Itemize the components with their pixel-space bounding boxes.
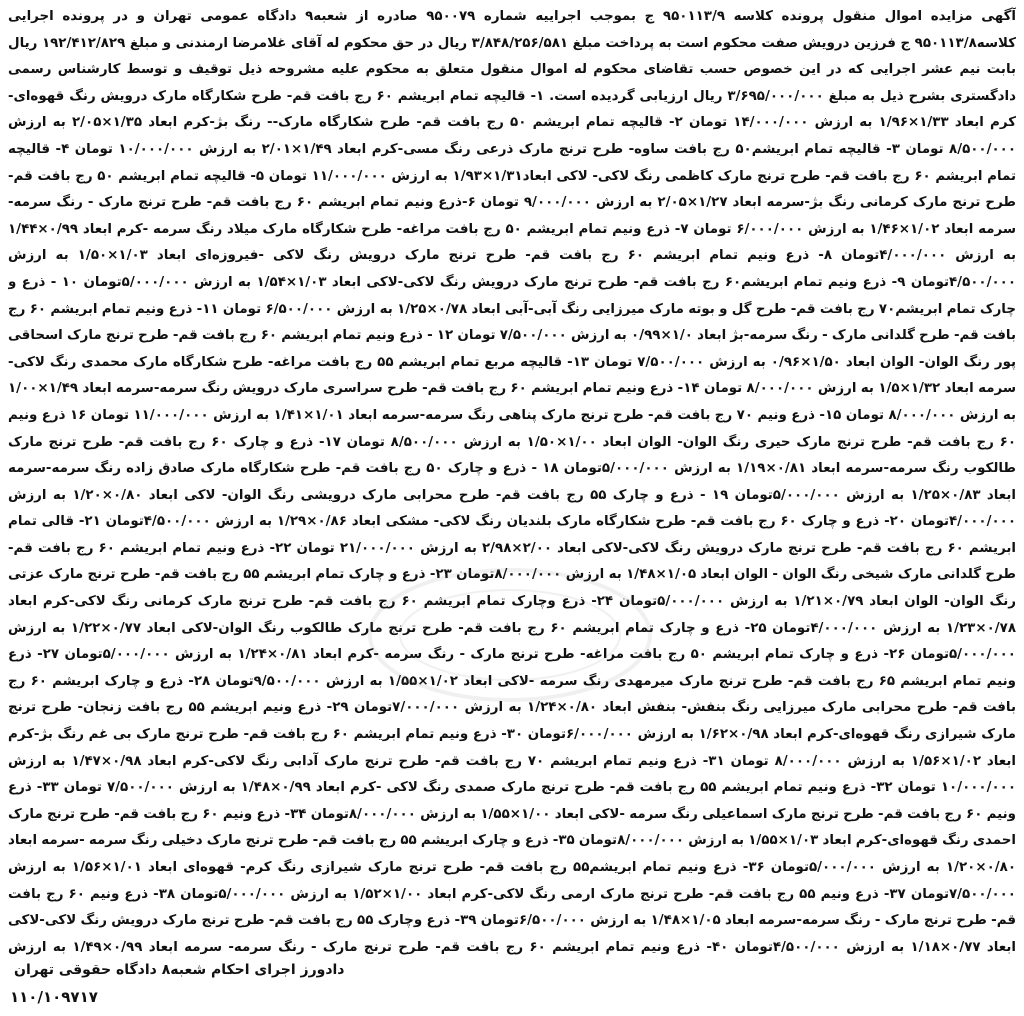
auction-notice-text: آگهی مزایده اموال منقول پرونده کلاسه ۹۵۰۱۱۳/۹ ج بموجب اجراییه شماره ۹۵۰۰۷۹ صادره از شعبه۹ دادگاه عمومی تهران و در پرونده اجرایی کلاسه۹۵۰۱۱۳/۸ ج فرزین درویش صفت محکوم است به پرداخت مبلغ ۳/۸۴۸/۲۵۶/۵۸۱ ریال در حق محکوم له آقای غلامرضا ارمندنی و مبلغ ۱۹۲/۴۱۲/۸۲۹ ریال بابت نیم عشر اجرایی که در این خصوص حسب تقاضای محکوم له اموال منقول متعلق به محکوم علیه مشروحه ذیل توقیف و توسط کارشناس رسمی دادگستری بشرح ذیل به مبلغ ۳/۶۹۵/۰۰۰/۰۰۰ ریال ارزیابی گردیده است. ۱- قالیچه تمام ابریشم ۶۰ رج بافت قم- طرح شکارگاه مارک درویش رنگ قهوه‌ای-کرم ابعاد ۱/۳۳×۱/۹۶ به ارزش ۱۴/۰۰۰/۰۰۰ تومان ۲- قالیچه تمام ابریشم ۵۰ رج بافت قم- طرح شکارگاه مارک-- رنگ بژ-کرم ابعاد ۱/۳۵×۲/۰۵ به ارزش ۸/۵۰۰/۰۰۰ تومان ۳- قالیچه تمام ابریشم۵۰ رج بافت ساوه- طرح ترنج مارک ذرعی رنگ مسی-کرم ابعاد ۱/۴۹×۲/۰۱ به ارزش ۱۰/۰۰۰/۰۰۰ تومان ۴- قالیچه تمام ابریشم ۶۰ رج بافت قم- طرح ترنج مارک کاظمی رنگ لاکی- لاکی ابعاد۱/۳۱×۱/۹۳ به ارزش ۱۱/۰۰۰/۰۰۰ تومان ۵- قالیچه تمام ابریشم ۵۰ رج بافت قم- طرح ترنج مارک کرمانی رنگ بژ-سرمه ابعاد ۱/۲۷×۲/۰۵ به ارزش ۹/۰۰۰/۰۰۰ تومان ۶-ذرع ونیم تمام ابریشم ۶۰ رج بافت قم- طرح ترنج مارک - رنگ سرمه-سرمه ابعاد ۱/۰۲×۱/۴۶ به ارزش ۶/۰۰۰/۰۰۰ تومان ۷- ذرع ونیم تمام ابریشم ۵۰ رج بافت مراغه- طرح شکارگاه مارک میلاد رنگ سرمه -کرم ابعاد ۰/۹۹×۱/۴۴ به ارزش ۴/۰۰۰/۰۰۰تومان ۸- ذرع ونیم تمام ابریشم ۶۰ رج بافت قم- طرح ترنج مارک درویش رنگ لاکی -فیروزه‌ای ابعاد ۱/۰۳×۱/۵۰ به ارزش ۴/۵۰۰/۰۰۰تومان ۹- ذرع ونیم تمام ابریشم۶۰ رج بافت قم- طرح ترنج مارک درویش رنگ لاکی-لاکی ابعاد ۱/۰۳×۱/۵۴ به ارزش ۵/۰۰۰/۰۰۰تومان ۱۰ - ذرع و چارک تمام ابریشم۷۰ رج بافت قم- طرح گل و بوته مارک میرزایی رنگ آبی-آبی ابعاد ۰/۷۸×۱/۲۵ به ارزش ۶/۵۰۰/۰۰۰ تومان ۱۱- ذرع ونیم تمام ابریشم ۶۰ رج بافت قم- طرح گلدانی مارک - رنگ سرمه-بژ ابعاد ۱/۰×۰/۹۹ به ارزش ۷/۵۰۰/۰۰۰ تومان ۱۲ - ذرع ونیم تمام ابریشم ۶۰ رج بافت قم- طرح ترنج مارک اسحاقی پور رنگ الوان- الوان ابعاد ۱/۵۰×۰/۹۶ به ارزش ۷/۵۰۰/۰۰۰ تومان ۱۳- قالیچه مربع تمام ابریشم ۵۵ رج بافت مراغه- طرح شکارگاه مارک محمدی رنگ لاکی- سرمه ابعاد ۱/۳۲×۱/۵ به ارزش ۸/۰۰۰/۰۰۰ تومان ۱۴- ذرع ونیم تمام ابریشم ۶۰ رج بافت قم- طرح سراسری مارک درویش رنگ سرمه-سرمه ابعاد ۱/۴۹×۱/۰۰ به ارزش ۸/۰۰۰/۰۰۰ تومان ۱۵- ذرع ونیم ۷۰ رج بافت قم- طرح ترنج مارک پناهی رنگ سرمه-سرمه ابعاد ۱/۰۱×۱/۴۱ به ارزش ۱۱/۰۰۰/۰۰۰ تومان ۱۶ ذرع ونیم ۶۰ رج بافت قم- طرح ترنج مارک حیری رنگ الوان- الوان ابعاد ۱/۰۰×۱/۵۰ به ارزش ۸/۵۰۰/۰۰۰ تومان ۱۷- ذرع و چارک ۶۰ رج بافت قم- طرح ترنج مارک طالکوب رنگ سرمه-سرمه ابعاد ۰/۸۱×۱/۱۹ به ارزش ۵/۰۰۰/۰۰۰تومان ۱۸ - ذرع و چارک ۵۰ رج بافت قم- طرح شکارگاه مارک صادق زاده رنگ سرمه-سرمه ابعاد ۰/۸۳×۱/۲۵ به ارزش ۵/۰۰۰/۰۰۰تومان ۱۹ - ذرع و چارک ۵۵ رج بافت قم- طرح محرابی مارک درویشی رنگ الوان- لاکی ابعاد ۰/۸۰×۱/۲۰ به ارزش ۴/۰۰۰/۰۰۰تومان ۲۰- ذرع و چارک ۶۰ رج بافت قم- طرح شکارگاه مارک بلندیان رنگ لاکی- مشکی ابعاد ۰/۸۶×۱/۲۹ به ارزش ۴/۵۰۰/۰۰۰تومان ۲۱- قالی تمام ابریشم ۶۰ رج بافت قم- طرح ترنج مارک درویش رنگ لاکی-لاکی ابعاد ۲/۰۰×۲/۹۸ به ارزش ۲۱/۰۰۰/۰۰۰ تومان ۲۲- ذرع ونیم تمام ابریشم ۶۰ رج بافت قم- طرح گلدانی مارک شیخی رنگ الوان - الوان ابعاد ۱/۰۵×۱/۴۸ به ارزش ۸/۰۰۰/۰۰۰تومان ۲۳- ذرع و چارک تمام ابریشم ۵۵ رج بافت قم- طرح ترنج مارک عزتی رنگ الوان- الوان ابعاد ۰/۷۹×۱/۲۱ به ارزش ۵/۰۰۰/۰۰۰تومان ۲۴- ذرع وچارک تمام ابریشم ۶۰ رج بافت قم- طرح ترنج مارک کرمانی رنگ لاکی-کرم ابعاد ۰/۷۸×۱/۲۳ به ارزش ۴/۰۰۰/۰۰۰تومان ۲۵- ذرع و چارک تمام ابریشم ۶۰ رج بافت قم- طرح ترنج مارک طالکوب رنگ الوان-لاکی ابعاد ۰/۷۷×۱/۲۲ به ارزش ۵/۰۰۰/۰۰۰تومان ۲۶- ذرع و چارک تمام ابریشم ۵۰ رج بافت مراغه- طرح ترنج مارک - رنگ سرمه -کرم ابعاد ۰/۸۱×۱/۲۴ به ارزش ۵/۰۰۰/۰۰۰تومان ۲۷- ذرع ونیم تمام ابریشم ۶۵ رج بافت قم- طرح ترنج مارک میرمهدی رنگ سرمه -لاکی ابعاد ۱/۰۲×۱/۵۵ به ارزش ۹/۵۰۰/۰۰۰تومان ۲۸- ذرع و چارک ابریشم ۶۰ رج بافت قم- طرح محرابی مارک میرزایی رنگ بنفش- بنفش ابعاد ۰/۸۰×۱/۲۴ به ارزش ۷/۰۰۰/۰۰۰تومان ۲۹- ذرع ونیم ابریشم ۵۵ رج بافت زنجان- طرح ترنج مارک شیرازی رنگ قهوه‌ای-کرم ابعاد ۰/۹۸×۱/۶۲ به ارزش ۶/۰۰۰/۰۰۰تومان ۳۰- ذرع ونیم تمام ابریشم ۶۰ رج بافت قم- طرح ترنج مارک بی غم رنگ بژ-کرم ابعاد ۱/۰۲×۱/۵۶ به ارزش ۸/۰۰۰/۰۰۰ تومان ۳۱- ذرع ونیم تمام ابریشم ۷۰ رج بافت قم- طرح ترنج مارک آدابی رنگ لاکی-کرم ابعاد ۰/۹۸×۱/۴۷ به ارزش ۱۰/۰۰۰/۰۰۰ تومان ۳۲- ذرع ونیم تمام ابریشم ۵۵ رج بافت قم- طرح ترنج مارک صمدی رنگ لاکی -کرم ابعاد ۰/۹۹×۱/۴۸ به ارزش ۷/۵۰۰/۰۰۰ تومان ۳۳- ذرع ونیم ۶۰ رج بافت قم- طرح ترنج مارک اسماعیلی رنگ سرمه -لاکی ابعاد ۱/۰۰×۱/۵۵ به ارزش ۸/۰۰۰/۰۰۰تومان ۳۴- ذرع ونیم ۶۰ رج بافت قم- طرح ترنج مارک احمدی رنگ قهوه‌ای-کرم ابعاد ۱/۰۳×۱/۵۵ به ارزش ۸/۰۰۰/۰۰۰تومان ۳۵- ذرع و چارک ابریشم ۵۵ رج بافت قم- طرح ترنج مارک دخیلی رنگ سرمه -سرمه ابعاد ۰/۸۰×۱/۲۰ به ارزش ۵/۰۰۰/۰۰۰تومان ۳۶- ذرع ونیم تمام ابریشم۵۵ رج بافت قم- طرح ترنج مارک شیرازی رنگ کرم- قهوه‌ای ابعاد ۱/۰۱×۱/۵۶ به ارزش ۷/۵۰۰/۰۰۰تومان ۳۷- ذرع ونیم ۵۵ رج بافت قم- طرح ترنج مارک ارمی رنگ لاکی-کرم ابعاد ۱/۰۰×۱/۵۲ به ارزش ۵/۰۰۰/۰۰۰تومان ۳۸- ذرع ونیم ۶۰ رج بافت قم- طرح ترنج مارک - رنگ سرمه-سرمه ابعاد ۱/۰۵×۱/۴۸ به ارزش ۶/۵۰۰/۰۰۰تومان ۳۹- ذرع وچارک ۵۵ رج بافت قم- طرح ترنج مارک درویش رنگ لاکی-لاکی ابعاد ۰/۷۷×۱/۱۸ به ارزش ۴/۵۰۰/۰۰۰تومان ۴۰- ذرع ونیم تمام ابریشم ۶۰ رج بافت قم- طرح ترنج مارک - رنگ سرمه- سرمه ابعاد ۰/۹۹×۱/۴۹ به ارزش	[8, 9, 1016, 955]
reference-number: ۱۱۰/۱۰۹۷۱۷	[10, 988, 98, 1006]
issuer-signature: دادورز اجرای احکام شعبه۸ دادگاه حقوقی تهران	[14, 962, 345, 978]
notice-footer	[8, 958, 1016, 1014]
